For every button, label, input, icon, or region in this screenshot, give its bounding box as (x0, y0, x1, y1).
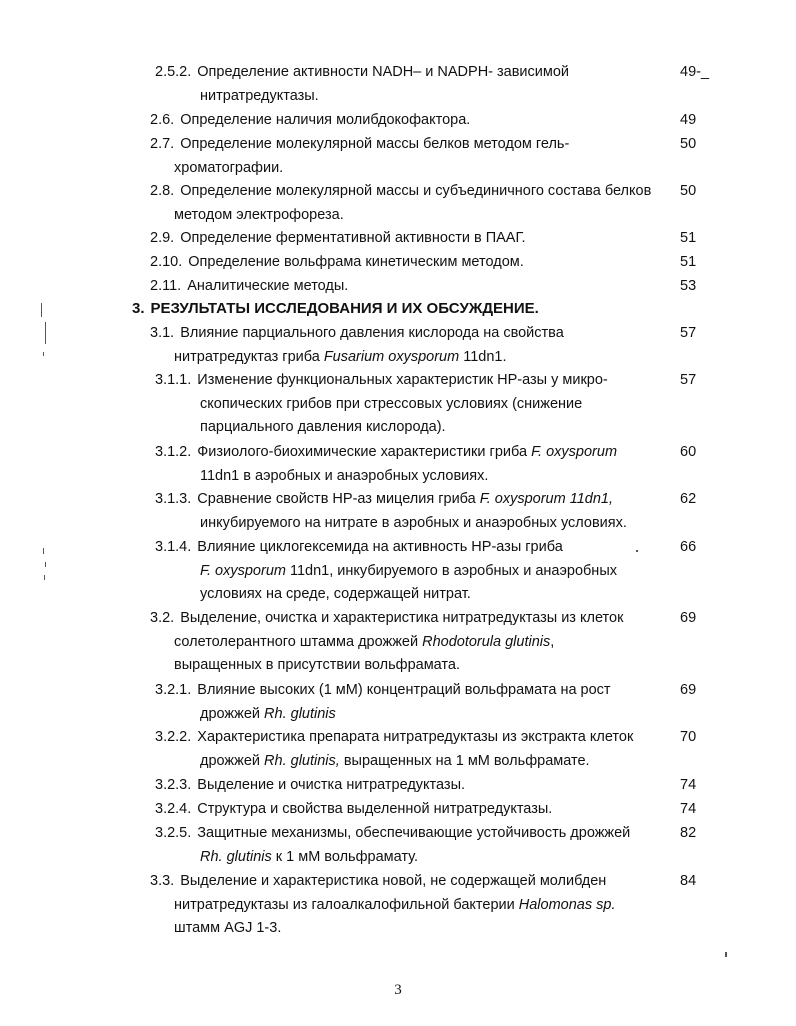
toc-entry-number: 3.1.2. (155, 444, 192, 460)
toc-entry-continuation (200, 584, 471, 604)
toc-entry-title (155, 370, 608, 390)
toc-entry-continuation (200, 417, 446, 437)
scan-speck (45, 562, 46, 567)
italic-text: Fusarium oxysporum (323, 348, 460, 365)
text: нитратредуктазы из галоалкалофильной бактерии (174, 896, 519, 913)
toc-entry-number: 2.8. (150, 183, 175, 199)
toc-entry-title (155, 62, 569, 82)
toc-entry-continuation (200, 86, 319, 106)
toc-entry-number: 2.11. (150, 278, 182, 294)
scan-speck (725, 952, 727, 957)
italic-text: Rh. glutinis, (264, 752, 340, 769)
toc-page-number: 62 (680, 491, 697, 507)
italic-text: Rh. glutinis (264, 705, 336, 722)
text: условиях на среде, содержащей нитрат. (200, 586, 471, 603)
italic-text: Rhodotorula glutinis (422, 633, 551, 650)
text: Характеристика препарата нитратредуктазы из экстракта клеток (197, 729, 634, 745)
toc-entry-title (155, 442, 617, 462)
toc-entry-number: 3.2.5. (155, 825, 192, 841)
text: Определение вольфрама кинетическим методом. (188, 254, 524, 270)
toc-entry-continuation (174, 158, 283, 178)
text: нитратредуктаз гриба (174, 348, 324, 365)
text: Выделение и очистка нитратредуктазы. (197, 777, 466, 793)
italic-text: Halomonas sp. (518, 896, 616, 913)
toc-page-number: 49 (680, 112, 697, 128)
toc-entry-title (150, 252, 524, 272)
toc-entry-continuation (200, 704, 336, 724)
toc-entry-number: 2.5.2. (155, 64, 192, 80)
text: штамм AGJ 1-3. (174, 920, 282, 937)
toc-page-number: 82 (680, 825, 697, 841)
text: Определение наличия молибдокофактора. (180, 112, 471, 128)
toc-entry-number: 3.2. (150, 610, 175, 626)
toc-page-number: 53 (680, 278, 697, 294)
text: Влияние высоких (1 мМ) концентраций вольфрамата на рост (197, 682, 611, 698)
toc-entry-title (150, 134, 569, 154)
toc-entry-title (150, 323, 564, 343)
toc-entry-title (150, 181, 651, 201)
toc-entry-number: 2.10. (150, 254, 183, 270)
toc-entry-number: 3.3. (150, 873, 175, 889)
italic-text: Rh. glutinis (200, 848, 272, 865)
toc-page-number: 50 (680, 136, 697, 152)
toc-entry-title (150, 276, 348, 296)
toc-entry-title (132, 299, 539, 319)
toc-page-number: 50 (680, 183, 697, 199)
text: Выделение и характеристика новой, не содержащей молибден (180, 873, 607, 889)
toc-entry-title (150, 608, 623, 628)
text: Изменение функциональных характеристик НР-азы у микро- (197, 372, 608, 388)
italic-text: F. oxysporum (531, 444, 618, 460)
toc-entry-number: 3.1.4. (155, 539, 192, 555)
text: Определение активности NADH– и NADPH- зависимой (197, 64, 570, 80)
toc-entry-continuation (174, 655, 460, 675)
text: выращенных на 1 мМ вольфрамате. (339, 752, 590, 769)
text: скопических грибов при стрессовых условиях (снижение (200, 395, 583, 412)
text: Физиолого-биохимические характеристики гриба (197, 444, 532, 460)
toc-entry-number: 3. (132, 300, 145, 317)
toc-entry-title (155, 775, 465, 795)
toc-page-number: 57 (680, 325, 697, 341)
text: Влияние циклогексемида на активность НР-азы гриба (197, 539, 563, 555)
text: Выделение, очистка и характеристика нитратредуктазы из клеток (180, 610, 624, 626)
text: Влияние парциального давления кислорода на свойства (180, 325, 564, 341)
toc-entry-continuation (200, 847, 418, 867)
toc-page-number: 69 (680, 682, 697, 698)
scan-speck (45, 322, 46, 344)
toc-entry-number: 3.1. (150, 325, 175, 341)
toc-entry-number: 2.6. (150, 112, 175, 128)
text: , (550, 633, 555, 650)
text: Структура и свойства выделенной нитратредуктазы. (197, 801, 553, 817)
toc-entry-number: 3.1.3. (155, 491, 192, 507)
toc-entry-continuation (174, 632, 554, 652)
toc-entry-title (155, 727, 633, 747)
toc-page-number: 49-_ (680, 64, 710, 80)
italic-text: F. oxysporum 11dn1, (479, 491, 613, 507)
toc-entry-number: 2.9. (150, 230, 175, 246)
text: дрожжей (200, 705, 265, 722)
toc-page-number: 51 (680, 230, 697, 246)
scan-speck (41, 303, 42, 317)
toc-page-number: 57 (680, 372, 697, 388)
text: методом электрофореза. (174, 206, 344, 223)
toc-entry-continuation (200, 561, 617, 581)
toc-entry-continuation (174, 895, 615, 915)
toc-entry-title (155, 823, 630, 843)
toc-entry-number: 3.2.3. (155, 777, 192, 793)
toc-entry-title (155, 680, 611, 700)
toc-entry-title (155, 537, 563, 557)
toc-entry-continuation (174, 347, 507, 367)
toc-page-number: 69 (680, 610, 697, 626)
toc-entry-number: 3.2.4. (155, 801, 192, 817)
text: РЕЗУЛЬТАТЫ ИССЛЕДОВАНИЯ И ИХ ОБСУЖДЕНИЕ. (150, 300, 539, 317)
toc-entry-continuation (200, 466, 488, 486)
text: хроматографии. (174, 159, 284, 176)
scan-speck (43, 548, 44, 554)
text: нитратредуктазы. (200, 87, 319, 104)
toc-entry-number: 3.1.1. (155, 372, 192, 388)
text: к 1 мМ вольфрамату. (271, 848, 419, 865)
text: 11dn1. (459, 348, 507, 365)
text: Защитные механизмы, обеспечивающие устойчивость дрожжей (197, 825, 631, 841)
text: инкубируемого на нитрате в аэробных и анаэробных условиях. (200, 514, 627, 531)
text: 11dn1 в аэробных и анаэробных условиях. (200, 467, 489, 484)
toc-entry-title (150, 871, 606, 891)
toc-entry-number: 3.2.1. (155, 682, 192, 698)
text: солетолерантного штамма дрожжей (174, 633, 423, 650)
toc-entry-continuation (174, 205, 344, 225)
scan-speck (44, 575, 45, 580)
text: Определение молекулярной массы и субъединичного состава белков (180, 183, 652, 199)
text: Аналитические методы. (187, 278, 349, 294)
text: Определение ферментативной активности в ПААГ. (180, 230, 526, 246)
toc-page-number: 74 (680, 777, 697, 793)
toc-entry-title (150, 228, 526, 248)
toc-entry-number: 2.7. (150, 136, 175, 152)
toc-page-number: 84 (680, 873, 697, 889)
toc-page-number: 60 (680, 444, 697, 460)
italic-text: F. oxysporum (200, 562, 286, 579)
toc-entry-title (150, 110, 470, 130)
text: парциального давления кислорода). (200, 419, 446, 436)
toc-entry-title (155, 799, 552, 819)
toc-page-number: 51 (680, 254, 697, 270)
toc-page-number: 70 (680, 729, 697, 745)
toc-entry-continuation (174, 918, 281, 938)
text: Сравнение свойств НР-аз мицелия гриба (197, 491, 480, 507)
text: 11dn1, инкубируемого в аэробных и анаэробных (285, 562, 617, 579)
toc-page-number: 74 (680, 801, 697, 817)
toc-entry-continuation (200, 751, 590, 771)
text: дрожжей (200, 752, 265, 769)
text: Определение молекулярной массы белков методом гель- (180, 136, 570, 152)
text: выращенных в присутствии вольфрамата. (174, 657, 460, 674)
toc-entry-continuation (200, 394, 582, 414)
toc-entry-title (155, 489, 613, 509)
scan-speck (636, 550, 638, 552)
toc-entry-continuation (200, 513, 627, 533)
scan-speck (43, 352, 44, 356)
page-number: 3 (394, 982, 402, 998)
toc-page-number: 66 (680, 539, 697, 555)
toc-entry-number: 3.2.2. (155, 729, 192, 745)
